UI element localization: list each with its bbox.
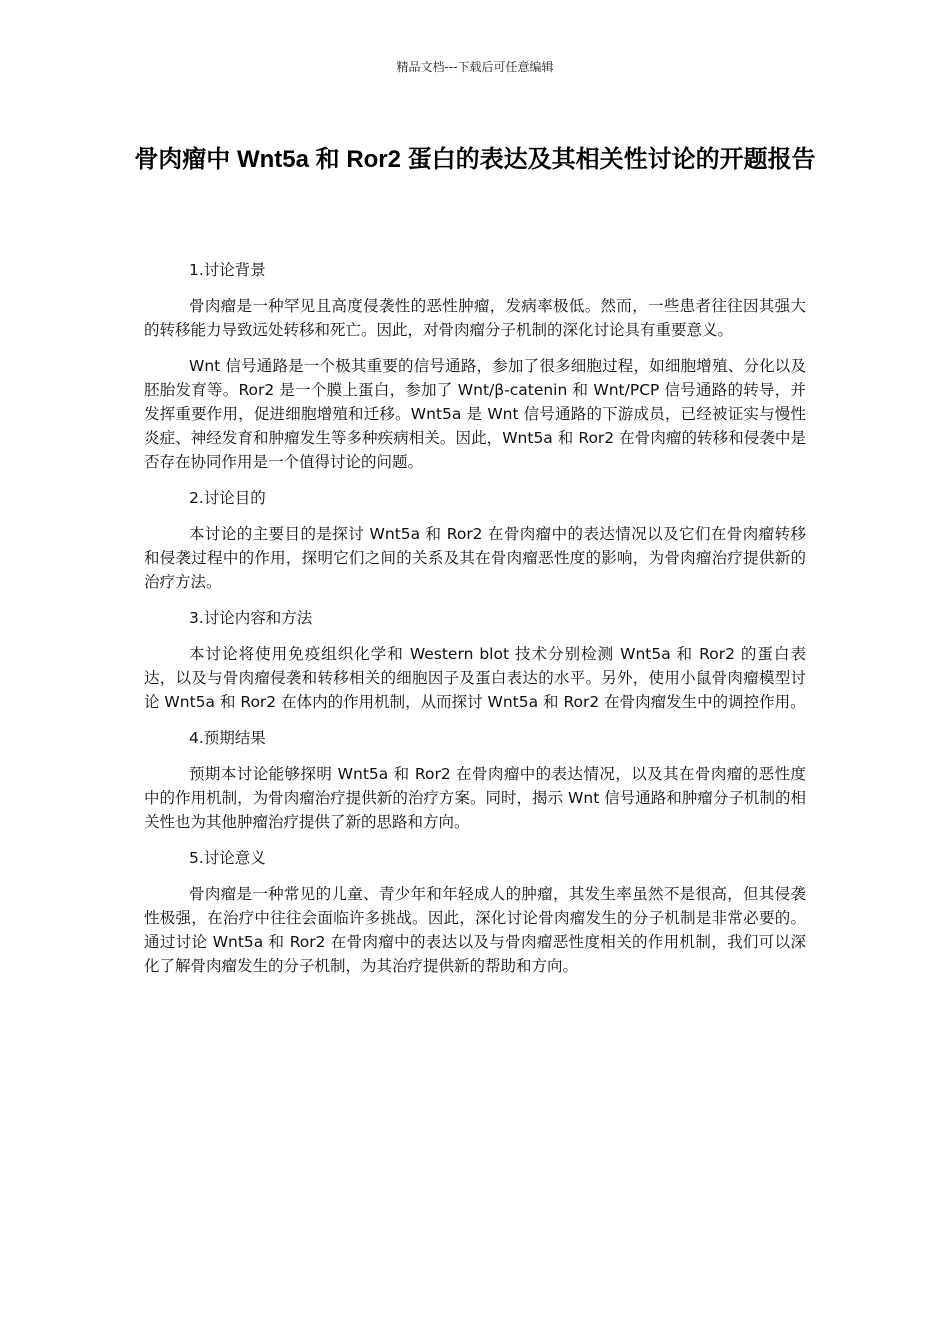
section-purpose — [144, 486, 806, 594]
section-heading: 4.预期结果 — [189, 729, 266, 747]
paragraph: 骨肉瘤是一种罕见且高度侵袭性的恶性肿瘤，发病率极低。然而，一些患者往往因其强大的转移能力导致远处转移和死亡。因此，对骨肉瘤分子机制的深化讨论具有重要意义。 — [144, 297, 806, 339]
paragraph: 骨肉瘤是一种常见的儿童、青少年和年轻成人的肿瘤，其发生率虽然不是很高，但其侵袭性极强，在治疗中往往会面临许多挑战。因此，深化讨论骨肉瘤发生的分子机制是非常必要的。通过讨论 Wnt5a 和 Ror2 在骨肉瘤中的表达以及与骨肉瘤恶性度相关的作用机制，我们可以深化了解骨肉瘤发生的分子机制，为其治疗提供新的帮助和方向。 — [144, 885, 806, 975]
header-note: 精品文档---下载后可任意编辑 — [396, 60, 554, 74]
section-background — [144, 258, 806, 474]
section-heading: 5.讨论意义 — [189, 849, 266, 867]
document-body — [144, 258, 806, 990]
section-expected-results — [144, 726, 806, 834]
paragraph: 预期本讨论能够探明 Wnt5a 和 Ror2 在骨肉瘤中的表达情况，以及其在骨肉瘤的恶性度中的作用机制，为骨肉瘤治疗提供新的治疗方案。同时，揭示 Wnt 信号通路和肿瘤分子机制的相关性也为其他肿瘤治疗提供了新的思路和方向。 — [144, 765, 806, 831]
section-heading: 3.讨论内容和方法 — [189, 609, 313, 627]
section-heading: 1.讨论背景 — [189, 261, 266, 279]
section-methods — [144, 606, 806, 714]
document-title: 骨肉瘤中 Wnt5a 和 Ror2 蛋白的表达及其相关性讨论的开题报告 — [134, 146, 816, 173]
section-heading: 2.讨论目的 — [189, 489, 266, 507]
paragraph: 本讨论的主要目的是探讨 Wnt5a 和 Ror2 在骨肉瘤中的表达情况以及它们在骨肉瘤转移和侵袭过程中的作用，探明它们之间的关系及其在骨肉瘤恶性度的影响，为骨肉瘤治疗提供新的治疗方法。 — [144, 525, 806, 591]
paragraph: Wnt 信号通路是一个极其重要的信号通路，参加了很多细胞过程，如细胞增殖、分化以及胚胎发育等。Ror2 是一个膜上蛋白，参加了 Wnt/β-catenin 和 Wnt/PCP 信号通路的转导，并发挥重要作用，促进细胞增殖和迁移。Wnt5a 是 Wnt 信号通路的下游成员，已经被证实与慢性炎症、神经发育和肿瘤发生等多种疾病相关。因此，Wnt5a 和 Ror2 在骨肉瘤的转移和侵袭中是否存在协同作用是一个值得讨论的问题。 — [144, 357, 806, 471]
section-significance — [144, 846, 806, 978]
paragraph: 本讨论将使用免疫组织化学和 Western blot 技术分别检测 Wnt5a 和 Ror2 的蛋白表达，以及与骨肉瘤侵袭和转移相关的细胞因子及蛋白表达的水平。另外，使用小鼠骨肉瘤模型讨论 Wnt5a 和 Ror2 在体内的作用机制，从而探讨 Wnt5a 和 Ror2 在骨肉瘤发生中的调控作用。 — [144, 645, 806, 711]
